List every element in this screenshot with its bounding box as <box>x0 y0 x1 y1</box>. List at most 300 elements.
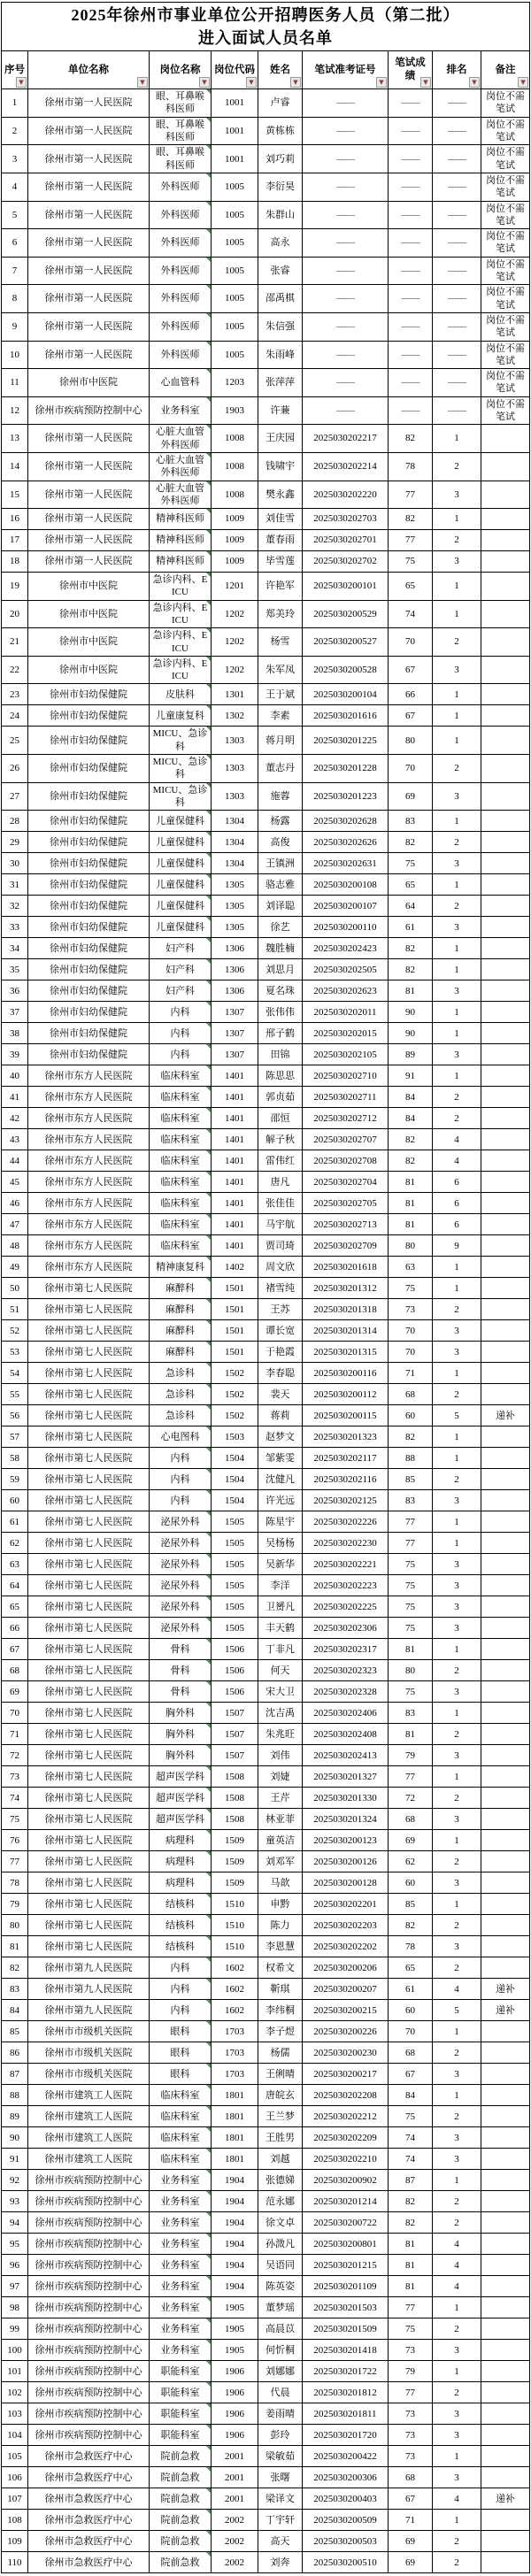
table-row <box>2 229 530 258</box>
cell-rank: 3 <box>433 853 481 874</box>
cell-unit: 徐州市急救医疗中心 <box>28 2467 150 2488</box>
cell-name: 刘娜娜 <box>258 2361 303 2382</box>
cell-rank: 1 <box>433 2510 481 2531</box>
cell-rank: 6 <box>433 1172 481 1193</box>
cell-score: 83 <box>389 1703 433 1724</box>
cell-name: 沈健凡 <box>258 1469 303 1490</box>
table-row <box>2 1915 530 1936</box>
cell-rank: 9 <box>433 1235 481 1257</box>
cell-ticket: —— <box>303 229 389 258</box>
cell-code: 1202 <box>212 628 258 657</box>
cell-unit: 徐州市第一人民医院 <box>28 229 150 258</box>
cell-score: 65 <box>389 573 433 601</box>
filter-dropdown-icon[interactable]: ▼ <box>376 77 387 88</box>
cell-unit: 徐州市妇幼保健院 <box>28 1044 150 1065</box>
cell-score: 69 <box>389 782 433 811</box>
cell-remark <box>481 1490 530 1511</box>
cell-score: 83 <box>389 811 433 832</box>
cell-rank: 3 <box>433 980 481 1002</box>
table-row <box>2 684 530 705</box>
cell-position: 临床科室 <box>150 1235 212 1257</box>
cell-rank: 3 <box>433 656 481 684</box>
cell-ticket: 2025030201618 <box>303 1257 389 1278</box>
cell-ticket: —— <box>303 117 389 145</box>
cell-rank: —— <box>433 396 481 425</box>
cell-score: 80 <box>389 1660 433 1681</box>
cell-name: 雷伟红 <box>258 1150 303 1172</box>
cell-ticket: 2025030202707 <box>303 1129 389 1150</box>
cell-score: 82 <box>389 425 433 453</box>
cell-unit: 徐州市疾病预防控制中心 <box>28 2170 150 2191</box>
cell-score: 60 <box>389 1872 433 1894</box>
table-row <box>2 1809 530 1830</box>
table-row <box>2 1320 530 1342</box>
cell-score: 69 <box>389 1830 433 1851</box>
filter-dropdown-icon[interactable]: ▼ <box>420 77 431 88</box>
cell-unit: 徐州市中医院 <box>28 369 150 397</box>
cell-code: 1509 <box>212 1872 258 1894</box>
cell-code: 1904 <box>212 2276 258 2297</box>
cell-index: 58 <box>2 1448 28 1469</box>
cell-remark <box>481 1766 530 1788</box>
cell-ticket: 2025030202105 <box>303 1044 389 1065</box>
cell-rank: 1 <box>433 959 481 980</box>
cell-name: 杨露 <box>258 811 303 832</box>
cell-code: 1904 <box>212 2255 258 2276</box>
cell-position: 超声医学科 <box>150 1788 212 1809</box>
cell-remark <box>481 1129 530 1150</box>
cell-code: 1306 <box>212 938 258 959</box>
cell-unit: 徐州市中医院 <box>28 573 150 601</box>
cell-score: —— <box>389 89 433 118</box>
cell-position: 泌尿外科 <box>150 1554 212 1575</box>
cell-remark <box>481 2340 530 2361</box>
cell-position: 职能科室 <box>150 2382 212 2403</box>
cell-ticket: 2025030201225 <box>303 727 389 755</box>
cell-unit: 徐州市第七人民医院 <box>28 1724 150 1745</box>
table-row <box>2 1299 530 1320</box>
cell-unit: 徐州市第一人民医院 <box>28 312 150 341</box>
cell-ticket: 2025030200509 <box>303 2510 389 2531</box>
cell-unit: 徐州市妇幼保健院 <box>28 917 150 938</box>
cell-score: —— <box>389 201 433 229</box>
cell-remark: 岗位不需笔试 <box>481 145 530 173</box>
cell-name: 夏名珠 <box>258 980 303 1002</box>
cell-rank: 1 <box>433 2170 481 2191</box>
cell-score: —— <box>389 369 433 397</box>
cell-position: 职能科室 <box>150 2425 212 2446</box>
cell-position: 临床科室 <box>150 1193 212 1214</box>
cell-index: 59 <box>2 1469 28 1490</box>
cell-name: 申黔 <box>258 1894 303 1915</box>
cell-name: 徐文卓 <box>258 2212 303 2234</box>
cell-remark <box>481 1065 530 1087</box>
cell-ticket: 2025030201330 <box>303 1788 389 1809</box>
cell-ticket: 2025030202413 <box>303 1745 389 1766</box>
cell-ticket: 2025030202317 <box>303 1639 389 1660</box>
cell-name: 王芹 <box>258 1788 303 1809</box>
cell-code: 1506 <box>212 1660 258 1681</box>
header-label: 笔试准考证号 <box>314 64 376 75</box>
cell-remark <box>481 782 530 811</box>
cell-name: 卫赟凡 <box>258 1596 303 1618</box>
cell-position: 职能科室 <box>150 2403 212 2425</box>
cell-remark <box>481 2276 530 2297</box>
cell-index: 11 <box>2 369 28 397</box>
filter-dropdown-icon[interactable]: ▼ <box>469 77 480 88</box>
cell-ticket: 2025030201312 <box>303 1278 389 1299</box>
cell-position: 内科 <box>150 2000 212 2021</box>
cell-score: 67 <box>389 705 433 727</box>
cell-rank: 5 <box>433 1405 481 1426</box>
cell-index: 109 <box>2 2531 28 2552</box>
cell-code: 1005 <box>212 229 258 258</box>
table-row <box>2 551 530 573</box>
filter-dropdown-icon[interactable]: ▼ <box>518 77 528 88</box>
cell-score: 90 <box>389 1002 433 1023</box>
cell-unit: 徐州市第七人民医院 <box>28 1596 150 1618</box>
cell-score: 73 <box>389 1299 433 1320</box>
cell-index: 105 <box>2 2446 28 2467</box>
table-row <box>2 2510 530 2531</box>
cell-ticket: 2025030200104 <box>303 684 389 705</box>
filter-dropdown-icon[interactable]: ▼ <box>137 77 148 88</box>
cell-name: 周文欣 <box>258 1257 303 1278</box>
cell-ticket: 2025030202709 <box>303 1235 389 1257</box>
filter-dropdown-icon[interactable]: ▼ <box>16 77 27 88</box>
cell-name: 吴杨杨 <box>258 1533 303 1554</box>
cell-code: 1304 <box>212 853 258 874</box>
cell-position: 院前急救 <box>150 2510 212 2531</box>
cell-unit: 徐州市疾病预防控制中心 <box>28 2276 150 2297</box>
cell-position: 外科医师 <box>150 341 212 369</box>
cell-score: 67 <box>389 2064 433 2085</box>
cell-remark <box>481 1384 530 1405</box>
cell-score: 68 <box>389 1384 433 1405</box>
cell-rank: 1 <box>433 1894 481 1915</box>
cell-ticket: 2025030200110 <box>303 917 389 938</box>
table-row <box>2 1660 530 1681</box>
cell-remark: 递补 <box>481 2000 530 2021</box>
cell-index: 29 <box>2 832 28 853</box>
cell-name: 刘越 <box>258 2149 303 2170</box>
table-row <box>2 2212 530 2234</box>
cell-score: 75 <box>389 1596 433 1618</box>
table-row <box>2 2531 530 2552</box>
cell-ticket: 2025030200206 <box>303 1957 389 1979</box>
cell-unit: 徐州市第七人民医院 <box>28 1448 150 1469</box>
cell-index: 67 <box>2 1639 28 1660</box>
cell-unit: 徐州市东方人民医院 <box>28 1065 150 1087</box>
cell-position: 泌尿外科 <box>150 1533 212 1554</box>
cell-rank: 2 <box>433 1788 481 1809</box>
cell-ticket: 2025030202306 <box>303 1618 389 1639</box>
cell-code: 1401 <box>212 1172 258 1193</box>
cell-position: 外科医师 <box>150 173 212 201</box>
cell-code: 1307 <box>212 1023 258 1044</box>
table-row <box>2 1065 530 1087</box>
table-row <box>2 369 530 397</box>
cell-unit: 徐州市第九人民医院 <box>28 1979 150 2000</box>
table-row <box>2 2276 530 2297</box>
cell-remark <box>481 2106 530 2127</box>
cell-code: 1305 <box>212 896 258 917</box>
cell-rank: 2 <box>433 1724 481 1745</box>
cell-score: —— <box>389 229 433 258</box>
cell-code: 2001 <box>212 2488 258 2510</box>
cell-code: 1005 <box>212 285 258 313</box>
cell-unit: 徐州市妇幼保健院 <box>28 1002 150 1023</box>
cell-ticket: 2025030202708 <box>303 1150 389 1172</box>
filter-dropdown-icon[interactable]: ▼ <box>246 77 257 88</box>
cell-rank: 2 <box>433 1469 481 1490</box>
cell-unit: 徐州市市级机关医院 <box>28 2021 150 2042</box>
filter-dropdown-icon[interactable]: ▼ <box>199 77 210 88</box>
cell-index: 53 <box>2 1342 28 1363</box>
cell-score: 82 <box>389 2191 433 2212</box>
cell-rank: 2 <box>433 2552 481 2573</box>
cell-unit: 徐州市第七人民医院 <box>28 1851 150 1872</box>
cell-ticket: 2025030201214 <box>303 2191 389 2212</box>
table-row <box>2 1745 530 1766</box>
cell-ticket: —— <box>303 145 389 173</box>
table-row <box>2 1108 530 1129</box>
table-row <box>2 811 530 832</box>
title-row <box>2 3 530 51</box>
cell-name: 权希文 <box>258 1957 303 1979</box>
cell-ticket: 2025030200510 <box>303 2552 389 2573</box>
cell-ticket: 2025030201509 <box>303 2318 389 2340</box>
cell-position: 业务科室 <box>150 2191 212 2212</box>
cell-code: 1906 <box>212 2361 258 2382</box>
cell-score: —— <box>389 173 433 201</box>
cell-rank: —— <box>433 201 481 229</box>
cell-score: 63 <box>389 1257 433 1278</box>
table-row <box>2 705 530 727</box>
cell-rank: 1 <box>433 1257 481 1278</box>
cell-index: 86 <box>2 2042 28 2064</box>
cell-rank: 3 <box>433 1745 481 1766</box>
table-row <box>2 145 530 173</box>
cell-ticket: 2025030200128 <box>303 1872 389 1894</box>
cell-ticket: 2025030201228 <box>303 755 389 783</box>
cell-position: 内科 <box>150 1490 212 1511</box>
filter-dropdown-icon[interactable]: ▼ <box>290 77 301 88</box>
cell-position: 内科 <box>150 1469 212 1490</box>
cell-position: 病理科 <box>150 1872 212 1894</box>
cell-ticket: 2025030202015 <box>303 1023 389 1044</box>
cell-unit: 徐州市疾病预防控制中心 <box>28 2425 150 2446</box>
cell-name: 杨雪 <box>258 628 303 657</box>
cell-position: 泌尿外科 <box>150 1511 212 1533</box>
cell-rank: 2 <box>433 1087 481 1108</box>
cell-position: 临床科室 <box>150 1214 212 1235</box>
cell-remark: 岗位不需笔试 <box>481 201 530 229</box>
cell-position: 临床科室 <box>150 1172 212 1193</box>
cell-remark: 递补 <box>481 1979 530 2000</box>
cell-rank: 5 <box>433 2000 481 2021</box>
cell-index: 69 <box>2 1681 28 1703</box>
cell-remark <box>481 1703 530 1724</box>
cell-name: 朱群山 <box>258 201 303 229</box>
cell-code: 1703 <box>212 2021 258 2042</box>
cell-name: 孙溦凡 <box>258 2234 303 2255</box>
cell-code: 1801 <box>212 2085 258 2106</box>
cell-remark <box>481 2042 530 2064</box>
table-row <box>2 1872 530 1894</box>
cell-code: 1505 <box>212 1575 258 1596</box>
cell-remark <box>481 1724 530 1745</box>
cell-score: 66 <box>389 684 433 705</box>
cell-score: 77 <box>389 530 433 551</box>
cell-name: 解子秋 <box>258 1129 303 1150</box>
cell-score: 91 <box>389 1065 433 1087</box>
cell-code: 1505 <box>212 1554 258 1575</box>
cell-position: 临床科室 <box>150 1150 212 1172</box>
cell-score: 78 <box>389 452 433 481</box>
cell-name: 吴语同 <box>258 2255 303 2276</box>
table-row <box>2 832 530 853</box>
cell-name: 褚雪纯 <box>258 1278 303 1299</box>
cell-rank: 3 <box>433 1618 481 1639</box>
cell-unit: 徐州市第七人民医院 <box>28 1299 150 1320</box>
cell-remark <box>481 1044 530 1065</box>
cell-unit: 徐州市妇幼保健院 <box>28 853 150 874</box>
cell-position: 急诊内科、EICU <box>150 600 212 628</box>
cell-ticket: 2025030200306 <box>303 2467 389 2488</box>
cell-unit: 徐州市第七人民医院 <box>28 1342 150 1363</box>
cell-name: 何天 <box>258 1660 303 1681</box>
cell-name: 朱信强 <box>258 312 303 341</box>
cell-rank: 3 <box>433 2064 481 2085</box>
cell-code: 2002 <box>212 2510 258 2531</box>
cell-score: 68 <box>389 1809 433 1830</box>
cell-score: 79 <box>389 2361 433 2382</box>
cell-remark <box>481 1660 530 1681</box>
cell-score: 81 <box>389 1193 433 1214</box>
cell-remark <box>481 1257 530 1278</box>
table-row <box>2 2234 530 2255</box>
cell-code: 1304 <box>212 832 258 853</box>
cell-name: 刘奔 <box>258 2552 303 2573</box>
cell-ticket: —— <box>303 341 389 369</box>
cell-code: 1008 <box>212 481 258 509</box>
cell-position: 急诊内科、EICU <box>150 573 212 601</box>
cell-position: 妇产科 <box>150 980 212 1002</box>
cell-remark <box>481 832 530 853</box>
cell-ticket: 2025030202408 <box>303 1724 389 1745</box>
cell-index: 45 <box>2 1172 28 1193</box>
cell-unit: 徐州市东方人民医院 <box>28 1108 150 1129</box>
table-row <box>2 2361 530 2382</box>
cell-unit: 徐州市东方人民医院 <box>28 1172 150 1193</box>
cell-code: 1008 <box>212 452 258 481</box>
table-row <box>2 1979 530 2000</box>
cell-ticket: 2025030202631 <box>303 853 389 874</box>
cell-index: 80 <box>2 1915 28 1936</box>
cell-score: 81 <box>389 1172 433 1193</box>
cell-unit: 徐州市东方人民医院 <box>28 1087 150 1108</box>
cell-rank: 2 <box>433 2318 481 2340</box>
cell-rank: 1 <box>433 2297 481 2318</box>
cell-position: 妇产科 <box>150 938 212 959</box>
cell-name: 王于斌 <box>258 684 303 705</box>
cell-score: 75 <box>389 2318 433 2340</box>
cell-index: 98 <box>2 2297 28 2318</box>
cell-remark <box>481 1108 530 1129</box>
cell-unit: 徐州市急救医疗中心 <box>28 2531 150 2552</box>
header-label: 岗位代码 <box>214 64 255 75</box>
cell-ticket: 2025030202702 <box>303 551 389 573</box>
cell-name: 朱兆旺 <box>258 1724 303 1745</box>
cell-index: 102 <box>2 2382 28 2403</box>
cell-ticket: 2025030200230 <box>303 2042 389 2064</box>
cell-index: 62 <box>2 1533 28 1554</box>
cell-code: 1306 <box>212 959 258 980</box>
cell-position: 内科 <box>150 1448 212 1469</box>
table-row <box>2 1384 530 1405</box>
cell-name: 宋大卫 <box>258 1681 303 1703</box>
cell-name: 杨儒 <box>258 2042 303 2064</box>
cell-score: 74 <box>389 2127 433 2149</box>
cell-ticket: 2025030200503 <box>303 2531 389 2552</box>
cell-name: 丁宇轩 <box>258 2510 303 2531</box>
cell-score: 85 <box>389 1469 433 1490</box>
cell-score: 88 <box>389 1448 433 1469</box>
cell-unit: 徐州市中医院 <box>28 628 150 657</box>
cell-code: 1502 <box>212 1363 258 1384</box>
cell-rank: 3 <box>433 1320 481 1342</box>
cell-unit: 徐州市建筑工人医院 <box>28 2085 150 2106</box>
table-row <box>2 656 530 684</box>
cell-index: 77 <box>2 1851 28 1872</box>
cell-rank: 3 <box>433 917 481 938</box>
cell-rank: 3 <box>433 2425 481 2446</box>
cell-index: 35 <box>2 959 28 980</box>
cell-unit: 徐州市第一人民医院 <box>28 89 150 118</box>
cell-position: 精神科医师 <box>150 530 212 551</box>
cell-position: 外科医师 <box>150 257 212 285</box>
cell-rank: 1 <box>433 573 481 601</box>
cell-ticket: 2025030202406 <box>303 1703 389 1724</box>
cell-score: 81 <box>389 980 433 1002</box>
cell-index: 5 <box>2 201 28 229</box>
cell-score: 64 <box>389 896 433 917</box>
cell-name: 贾司琦 <box>258 1235 303 1257</box>
cell-remark: 岗位不需笔试 <box>481 369 530 397</box>
cell-ticket: 2025030202220 <box>303 481 389 509</box>
cell-ticket: 2025030202221 <box>303 1554 389 1575</box>
cell-unit: 徐州市第七人民医院 <box>28 1511 150 1533</box>
cell-index: 12 <box>2 396 28 425</box>
cell-code: 1505 <box>212 1511 258 1533</box>
cell-name: 陈思思 <box>258 1065 303 1087</box>
cell-remark <box>481 1002 530 1023</box>
cell-remark <box>481 1915 530 1936</box>
cell-index: 106 <box>2 2467 28 2488</box>
cell-index: 18 <box>2 551 28 573</box>
cell-name: 张佳佳 <box>258 1193 303 1214</box>
table-row <box>2 1172 530 1193</box>
cell-code: 1501 <box>212 1342 258 1363</box>
cell-score: 78 <box>389 1936 433 1957</box>
header-label: 单位名称 <box>68 64 109 75</box>
cell-remark <box>481 1023 530 1044</box>
cell-remark <box>481 2170 530 2191</box>
cell-score: 68 <box>389 2042 433 2064</box>
table-row <box>2 2042 530 2064</box>
cell-index: 10 <box>2 341 28 369</box>
